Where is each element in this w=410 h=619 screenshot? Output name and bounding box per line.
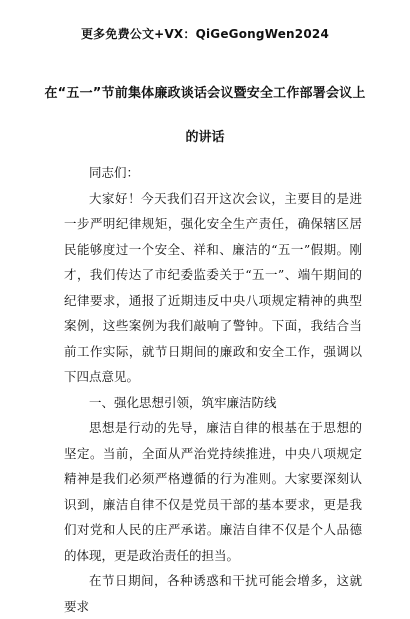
document-title-line2: 的讲话 [185,130,225,145]
paragraph-section-1: 思想是行动的先导，廉洁自律的根基在于思想的坚定。当前，全面从严治党持续推进，中央八项规定精神是我们必须严格遵循的行为准则。大家要深刻认识到，廉洁自律不仅是党员干部的基本要求，更是我们对党和人民的庄严承诺。廉洁自律不仅是个人品德的体现，更是政治责任的担当。 [64,420,362,563]
document-body [64,160,362,619]
document-title-line1: 在“五一”节前集体廉政谈话会议暨安全工作部署会议上 [44,86,366,101]
section-heading-1: 一、强化思想引领，筑牢廉洁防线 [89,394,277,410]
paragraph-holiday: 在节日期间，各种诱惑和干扰可能会增多，这就要求 [64,573,362,614]
salutation: 同志们： [89,165,140,180]
paragraph-opening: 大家好！今天我们召开这次会议，主要目的是进一步严明纪律规矩，强化安全生产责任，确保辖区居民能够度过一个安全、祥和、廉洁的“五一”假期。刚才，我们传达了市纪委监委关于“五一”、端午期间的纪律要求，通报了近期违反中央八项规定精神的典型案例，这些案例为我们敲响了警钟。下面，我结合当前工作实际，就节日期间的廉政和安全工作，强调以下四点意见。 [64,190,362,384]
header-banner: 更多免费公文+VX：QiGeGongWen2024 [80,27,329,41]
